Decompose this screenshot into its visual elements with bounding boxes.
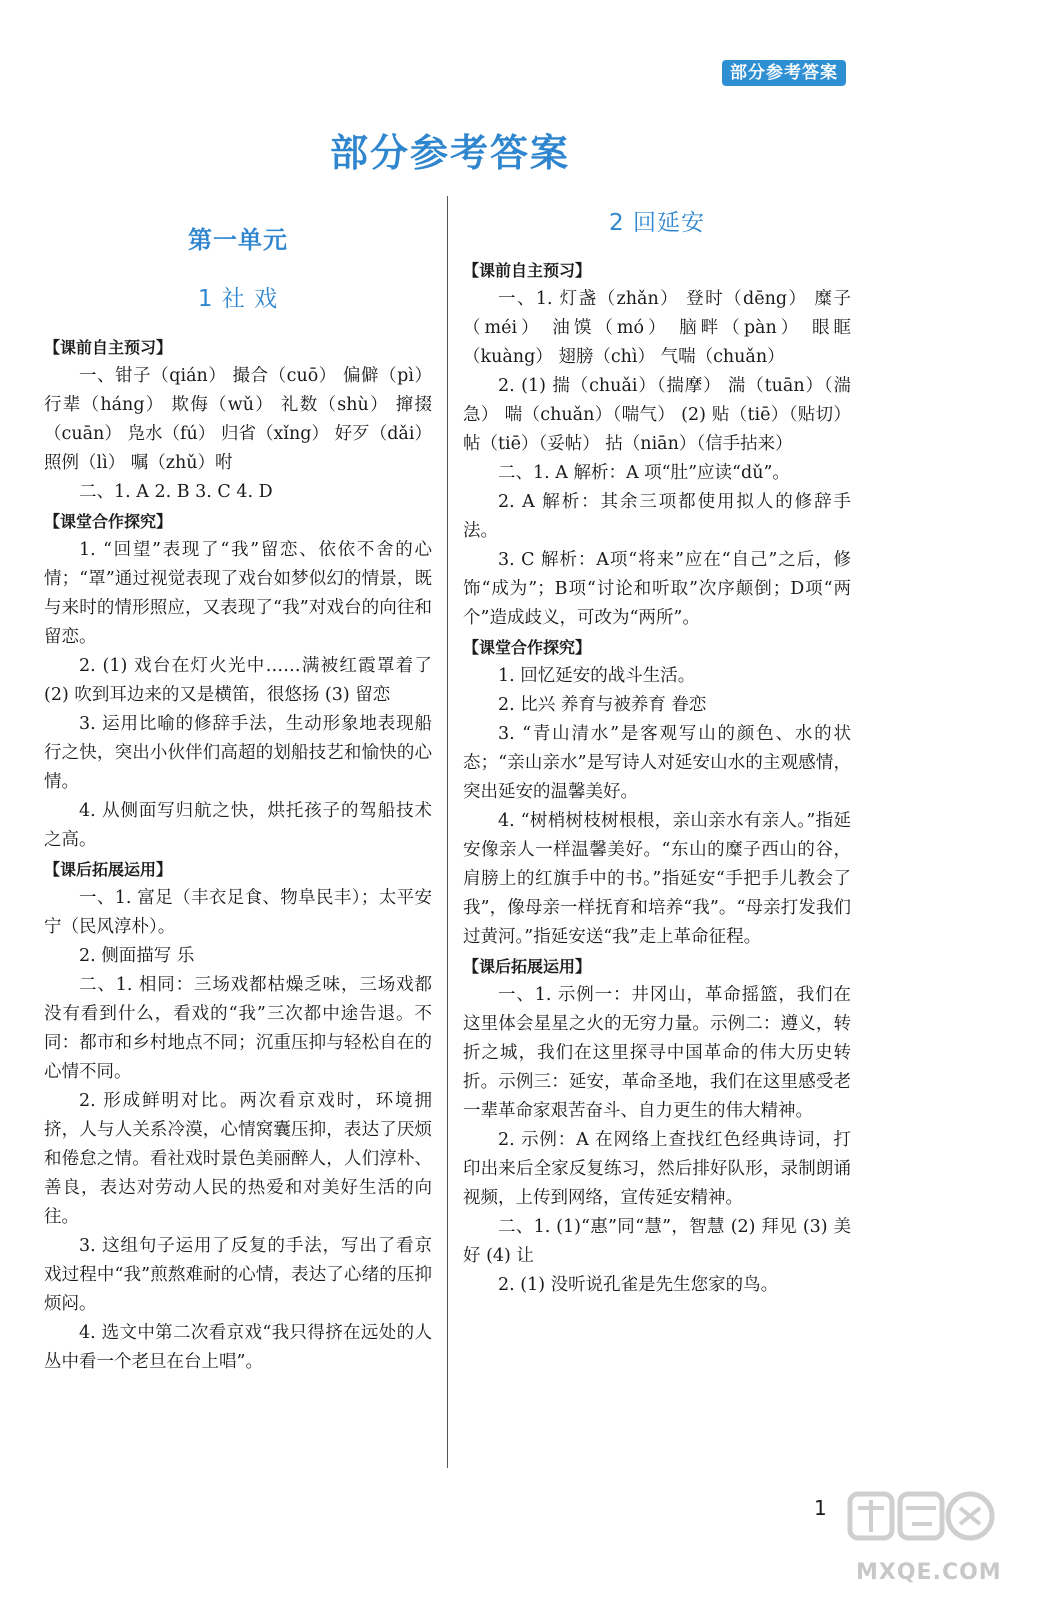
right-column bbox=[463, 200, 851, 1300]
answer-paragraph: 一、1. 灯盏（zhǎn） 登时（dēng） 糜子（méi） 油馍（mó） 脑畔（pàn） 眼眶（kuàng） 翅膀（chì） 气喘（chuǎn） bbox=[463, 289, 851, 367]
answer-paragraph: 2. (1) 揣（chuǎi）（揣摩） 湍（tuān）（湍急） 喘（chuǎn）（喘气） (2) 贴（tiē）（贴切） 帖（tiē）（妥帖） 拈（niān）（信手拈来） bbox=[463, 376, 851, 454]
unit-title: 第一单元 bbox=[188, 226, 288, 254]
page-title: 部分参考答案 bbox=[329, 131, 570, 175]
answer-paragraph: 4. 选文中第二次看京戏“我只得挤在远处的人丛中看一个老旦在台上唱”。 bbox=[44, 1323, 432, 1372]
section-heading: 【课堂合作探究】 bbox=[463, 638, 592, 657]
section-heading: 【课堂合作探究】 bbox=[44, 512, 173, 531]
answer-paragraph: 3. 运用比喻的修辞手法，生动形象地表现船行之快，突出小伙伴们高超的划船技艺和愉快的心情。 bbox=[44, 714, 432, 792]
answer-paragraph: 4. 从侧面写归航之快，烘托孩子的驾船技术之高。 bbox=[44, 801, 432, 850]
left-column bbox=[44, 200, 432, 1377]
right-answer-blocks bbox=[463, 256, 851, 1300]
section-heading: 【课前自主预习】 bbox=[44, 338, 173, 357]
section-heading: 【课前自主预习】 bbox=[463, 261, 592, 280]
answer-paragraph: 2. (1) 戏台在灯火光中……满被红霞罩着了 (2) 吹到耳边来的又是横笛，很悠扬 (3) 留恋 bbox=[44, 656, 432, 705]
answer-paragraph: 3. C 解析：A项“将来”应在“自己”之后，修饰“成为”；B项“讨论和听取”次序颠倒；D项“两个”造成歧义，可改为“两所”。 bbox=[463, 550, 851, 628]
answer-paragraph: 3. “青山清水”是客观写山的颜色、水的状态；“亲山亲水”是写诗人对延安山水的主观感情，突出延安的温馨美好。 bbox=[463, 724, 851, 802]
answer-paragraph: 一、1. 示例一：井冈山，革命摇篮，我们在这里体会星星之火的无穷力量。示例二：遵义，转折之城，我们在这里探寻中国革命的伟大历史转折。示例三：延安，革命圣地，我们在这里感受老一辈革命家艰苦奋斗、自力更生的伟大精神。 bbox=[463, 985, 851, 1121]
answer-paragraph: 2. 形成鲜明对比。两次看京戏时，环境拥挤，人与人关系冷漠，心情窝囊压抑，表达了厌烦和倦怠之情。看社戏时景色美丽醉人，人们淳朴、善良，表达对劳动人民的热爱和对美好生活的向往。 bbox=[44, 1091, 432, 1227]
answer-paragraph: 2. A 解析：其余三项都使用拟人的修辞手法。 bbox=[463, 492, 851, 541]
header-section-tab: 部分参考答案 bbox=[722, 60, 846, 86]
answer-paragraph: 二、1. 相同：三场戏都枯燥乏味，三场戏都没有看到什么，看戏的“我”三次都中途告退。不同：都市和乡村地点不同；沉重压抑与轻松自在的心情不同。 bbox=[44, 975, 432, 1082]
column-divider bbox=[447, 196, 448, 1468]
answer-paragraph: 二、1. A 2. B 3. C 4. D bbox=[79, 482, 273, 502]
section-heading: 【课后拓展运用】 bbox=[44, 860, 173, 879]
answer-paragraph: 2. 侧面描写 乐 bbox=[79, 946, 195, 966]
answer-paragraph: 3. 这组句子运用了反复的手法，写出了看京戏过程中“我”煎熬难耐的心情，表达了心绪的压抑烦闷。 bbox=[44, 1236, 432, 1314]
section-heading: 【课后拓展运用】 bbox=[463, 957, 592, 976]
answer-paragraph: 2. 示例：A 在网络上查找红色经典诗词，打印出来后全家反复练习，然后排好队形，录制朗诵视频，上传到网络，宣传延安精神。 bbox=[463, 1130, 851, 1208]
answer-paragraph: 2. 比兴 养育与被养育 眷恋 bbox=[498, 695, 707, 715]
left-answer-blocks bbox=[44, 333, 432, 1377]
answer-paragraph: 1. “回望”表现了“我”留恋、依依不舍的心情；“罩”通过视觉表现了戏台如梦似幻的情景，既与来时的情形照应，又表现了“我”对戏台的向往和留恋。 bbox=[44, 540, 432, 647]
page-number: 1 bbox=[814, 1496, 827, 1520]
answer-paragraph: 二、1. (1)“惠”同“慧”，智慧 (2) 拜见 (3) 美好 (4) 让 bbox=[463, 1217, 851, 1266]
lesson-title-2: 2 回延安 bbox=[609, 210, 705, 236]
answer-paragraph: 2. (1) 没听说孔雀是先生您家的鸟。 bbox=[498, 1275, 779, 1295]
watermark-text: MXQE.COM bbox=[856, 1560, 1002, 1585]
lesson-title-1: 1 社 戏 bbox=[197, 286, 279, 312]
answer-paragraph: 4. “树梢树枝树根根，亲山亲水有亲人。”指延安像亲人一样温馨美好。“东山的糜子西山的谷，肩膀上的红旗手中的书。”指延安“手把手儿教会了我”，像母亲一样抚育和培养“我”。“母亲打发我们过黄河。”指延安送“我”走上革命征程。 bbox=[463, 811, 851, 947]
answer-paragraph: 一、1. 富足（丰衣足食、物阜民丰）；太平安宁（民风淳朴）。 bbox=[44, 888, 432, 937]
answer-paragraph: 二、1. A 解析：A 项“肚”应读“dǔ”。 bbox=[498, 463, 790, 483]
answer-paragraph: 1. 回忆延安的战斗生活。 bbox=[498, 666, 696, 686]
answer-paragraph: 一、钳子（qián） 撮合（cuō） 偏僻（pì） 行辈（háng） 欺侮（wǔ） 礼数（shù） 撺掇（cuān） 凫水（fú） 归省（xǐng） 好歹（dǎi） 照例（lì） 嘱（zhǔ）咐 bbox=[44, 366, 432, 473]
